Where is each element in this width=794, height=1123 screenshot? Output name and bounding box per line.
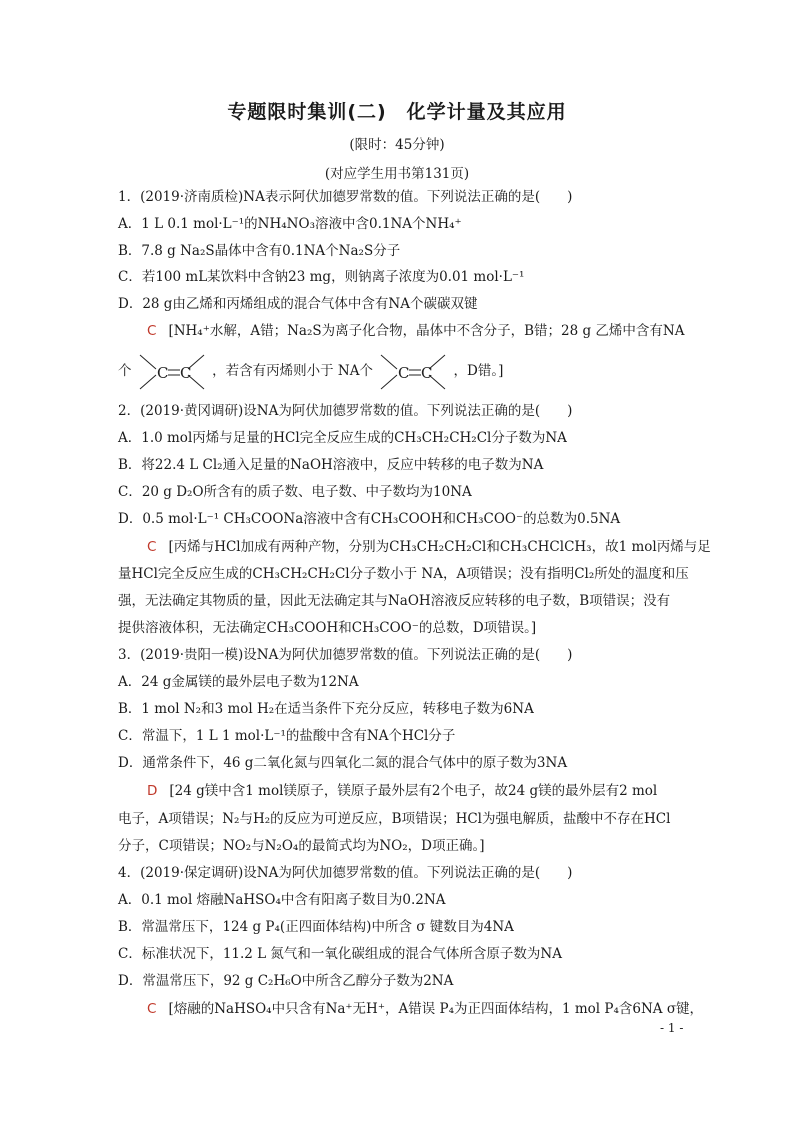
carbon-atom-right: C — [179, 363, 192, 382]
question-1-option-d: D．28 g由乙烯和丙烯组成的混合气体中含有NA个碳碳双键 — [118, 296, 478, 312]
time-limit: (限时：45分钟) — [349, 137, 445, 153]
carbon-atom-right: C — [421, 363, 433, 382]
question-4-stem: 4．(2019·保定调研)设NA为阿伏加德罗常数的值。下列说法正确的是( ) — [118, 865, 573, 881]
question-4-option-a: A．0.1 mol 熔融NaHSO₄中含有阳离子数目为0.2NA — [118, 892, 446, 908]
question-1-stem: 1．(2019·济南质检)NA表示阿伏加德罗常数的值。下列说法正确的是( ) — [118, 189, 573, 205]
question-3-option-c: C．常温下，1 L 1 mol·L⁻¹的盐酸中含有NA个HCl分子 — [118, 728, 456, 744]
carbon-atom-left: C — [398, 363, 410, 382]
answer-letter: C — [147, 539, 157, 555]
question-3-option-b: B．1 mol N₂和3 mol H₂在适当条件下充分反应，转移电子数为6NA — [118, 701, 534, 717]
explanation-text: [NH₄⁺水解，A错；Na₂S为离子化合物，晶体中不含分子，B错；28 g 乙烯中含有NA — [168, 323, 685, 339]
question-3-option-d: D．通常条件下，46 g二氧化氮与四氧化二氮的混合气体中的原子数为3NA — [118, 755, 568, 771]
question-2-option-a: A．1.0 mol丙烯与足量的HCl完全反应生成的CH₃CH₂CH₂Cl分子数为NA — [118, 430, 567, 446]
book-reference: (对应学生用书第131页) — [324, 166, 470, 182]
question-1-explanation-line-1 — [147, 322, 684, 340]
question-3-explanation-line-1 — [147, 782, 657, 800]
question-2-option-c: C．20 g D₂O所含有的质子数、电子数、中子数均为10NA — [118, 484, 472, 500]
question-3-explanation-line-3: 分子，C项错误；NO₂与N₂O₄的最简式均为NO₂，D项正确。] — [118, 838, 485, 854]
question-1-option-b: B．7.8 g Na₂S晶体中含有0.1NA个Na₂S分子 — [118, 243, 401, 259]
question-2-explanation-line-1 — [147, 538, 711, 556]
answer-letter: D — [147, 783, 158, 799]
question-1-option-c: C．若100 mL某饮料中含钠23 mg，则钠离子浓度为0.01 mol·L⁻¹ — [118, 269, 525, 285]
double-bond-structure-icon — [136, 351, 208, 393]
double-bond-structure-icon — [377, 351, 449, 393]
carbon-atom-left: C — [156, 363, 169, 382]
question-1-option-a: A．1 L 0.1 mol·L⁻¹的NH₄NO₃溶液中含0.1NA个NH₄⁺ — [118, 216, 462, 232]
explanation-text: ，若含有丙烯则小于 NA个 — [212, 363, 373, 379]
question-4-option-c: C．标准状况下，11.2 L 氮气和一氧化碳组成的混合气体所含原子数为NA — [118, 946, 562, 962]
question-4-option-d: D．常温常压下，92 g C₂H₆O中所含乙醇分子数为2NA — [118, 973, 454, 989]
question-2-stem: 2．(2019·黄冈调研)设NA为阿伏加德罗常数的值。下列说法正确的是( ) — [118, 403, 573, 419]
question-3-stem: 3．(2019·贵阳一模)设NA为阿伏加德罗常数的值。下列说法正确的是( ) — [118, 647, 573, 663]
explanation-text: [丙烯与HCl加成有两种产物，分别为CH₃CH₂CH₂Cl和CH₃CHClCH₃，故1 mol丙烯与足 — [168, 539, 711, 555]
question-2-option-d: D．0.5 mol·L⁻¹ CH₃COONa溶液中含有CH₃COOH和CH₃COO⁻的总数为0.5NA — [118, 511, 621, 527]
explanation-text: [熔融的NaHSO₄中只含有Na⁺无H⁺，A错误 P₄为正四面体结构，1 mol P₄含6NA σ键， — [168, 1001, 704, 1017]
question-3-option-a: A．24 g金属镁的最外层电子数为12NA — [118, 674, 359, 690]
explanation-text: ，D错。] — [453, 363, 504, 379]
explanation-text: [24 g镁中含1 mol镁原子，镁原子最外层有2个电子，故24 g镁的最外层有2 mol — [169, 783, 658, 799]
answer-letter: C — [147, 1001, 157, 1017]
page-title: 专题限时集训(二) 化学计量及其应用 — [227, 101, 567, 123]
question-2-option-b: B．将22.4 L Cl₂通入足量的NaOH溶液中，反应中转移的电子数为NA — [118, 457, 544, 473]
answer-letter: C — [147, 323, 157, 339]
explanation-text: 个 — [118, 363, 132, 379]
question-1-explanation-line-2 — [118, 350, 503, 392]
question-2-explanation-line-2: 量HCl完全反应生成的CH₃CH₂CH₂Cl分子数小于 NA，A项错误；没有指明Cl₂所处的温度和压 — [118, 566, 689, 582]
question-4-explanation-line-1 — [147, 1000, 703, 1018]
page-number: - 1 - — [660, 1021, 684, 1035]
question-2-explanation-line-3: 强，无法确定其物质的量，因此无法确定其与NaOH溶液反应转移的电子数，B项错误；没有 — [118, 593, 671, 609]
question-2-explanation-line-4: 提供溶液体积，无法确定CH₃COOH和CH₃COO⁻的总数，D项错误。] — [118, 620, 537, 636]
question-4-option-b: B．常温常压下，124 g P₄(正四面体结构)中所含 σ 键数目为4NA — [118, 919, 514, 935]
question-3-explanation-line-2: 电子，A项错误；N₂与H₂的反应为可逆反应，B项错误；HCl为强电解质，盐酸中不存在HCl — [118, 811, 671, 827]
